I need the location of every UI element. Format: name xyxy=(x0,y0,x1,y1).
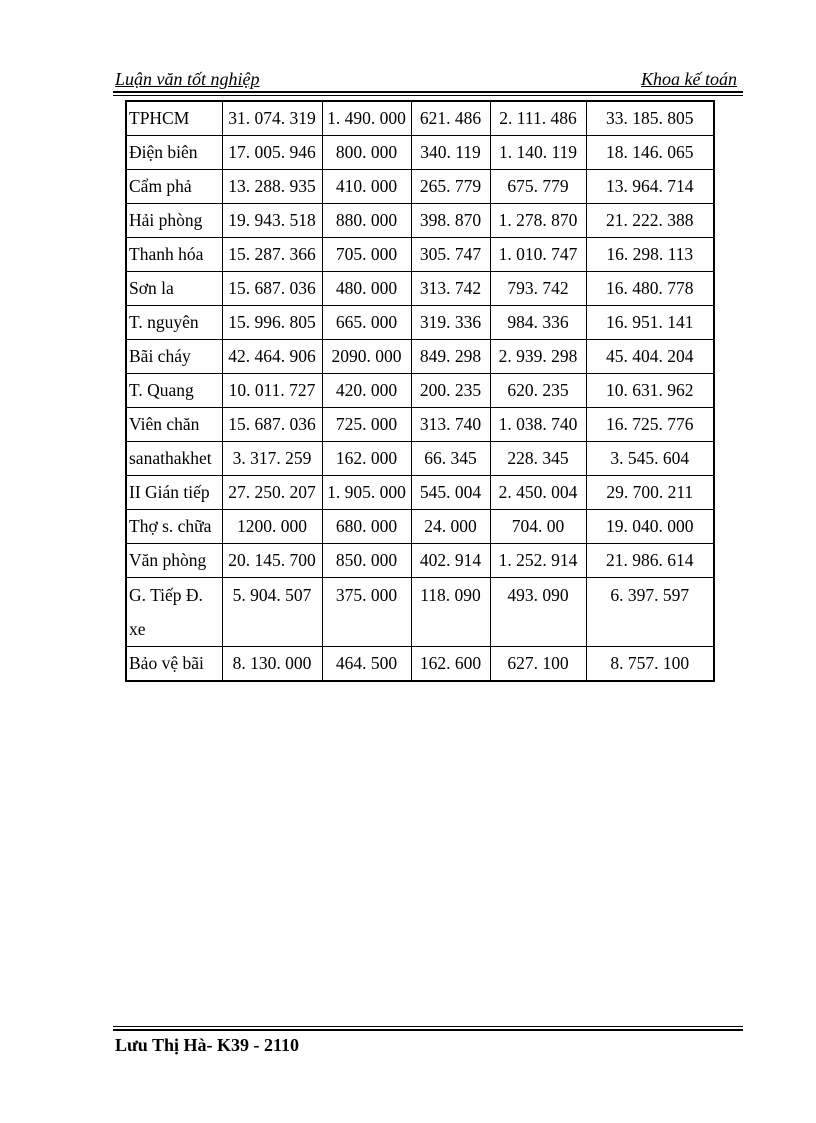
table-row xyxy=(126,340,714,374)
table-row xyxy=(126,647,714,682)
value-cell: 13. 288. 935 xyxy=(222,170,322,204)
row-label-cell: Cẩm phả xyxy=(126,170,222,204)
value-cell: 8. 757. 100 xyxy=(586,647,714,682)
row-label-cell: T. Quang xyxy=(126,374,222,408)
value-cell: 800. 000 xyxy=(322,136,411,170)
value-cell: 20. 145. 700 xyxy=(222,544,322,578)
value-cell: 1. 905. 000 xyxy=(322,476,411,510)
value-cell: 704. 00 xyxy=(490,510,586,544)
table-row xyxy=(126,306,714,340)
salary-table xyxy=(125,100,715,682)
row-label-cell: TPHCM xyxy=(126,101,222,136)
value-cell: 665. 000 xyxy=(322,306,411,340)
value-cell: 6. 397. 597 xyxy=(586,578,714,647)
value-cell: 16. 725. 776 xyxy=(586,408,714,442)
row-label-cell: Viên chăn xyxy=(126,408,222,442)
footer-author: Lưu Thị Hà- K39 - 2110 xyxy=(115,1035,300,1055)
value-cell: 340. 119 xyxy=(411,136,490,170)
value-cell: 725. 000 xyxy=(322,408,411,442)
value-cell: 162. 000 xyxy=(322,442,411,476)
header-thesis-label: Luận văn tốt nghiệp xyxy=(115,69,260,89)
value-cell: 1. 278. 870 xyxy=(490,204,586,238)
table-row xyxy=(126,442,714,476)
value-cell: 545. 004 xyxy=(411,476,490,510)
page-header xyxy=(113,68,743,90)
value-cell: 118. 090 xyxy=(411,578,490,647)
value-cell: 15. 687. 036 xyxy=(222,272,322,306)
value-cell: 16. 951. 141 xyxy=(586,306,714,340)
value-cell: 13. 964. 714 xyxy=(586,170,714,204)
value-cell: 2090. 000 xyxy=(322,340,411,374)
table-row xyxy=(126,238,714,272)
table-row xyxy=(126,101,714,136)
row-label-cell: sanathakhet xyxy=(126,442,222,476)
row-label-cell: T. nguyên xyxy=(126,306,222,340)
table-row xyxy=(126,510,714,544)
value-cell: 313. 740 xyxy=(411,408,490,442)
value-cell: 849. 298 xyxy=(411,340,490,374)
value-cell: 3. 545. 604 xyxy=(586,442,714,476)
value-cell: 16. 480. 778 xyxy=(586,272,714,306)
value-cell: 620. 235 xyxy=(490,374,586,408)
value-cell: 984. 336 xyxy=(490,306,586,340)
value-cell: 19. 040. 000 xyxy=(586,510,714,544)
value-cell: 493. 090 xyxy=(490,578,586,647)
header-rule xyxy=(113,91,743,93)
value-cell: 313. 742 xyxy=(411,272,490,306)
value-cell: 15. 996. 805 xyxy=(222,306,322,340)
table-row xyxy=(126,272,714,306)
value-cell: 319. 336 xyxy=(411,306,490,340)
value-cell: 1. 490. 000 xyxy=(322,101,411,136)
value-cell: 31. 074. 319 xyxy=(222,101,322,136)
table-row xyxy=(126,374,714,408)
value-cell: 162. 600 xyxy=(411,647,490,682)
row-label-cell: Thanh hóa xyxy=(126,238,222,272)
table-row xyxy=(126,578,714,647)
value-cell: 675. 779 xyxy=(490,170,586,204)
row-label-text: G. Tiếp Đ. xe xyxy=(129,585,203,639)
value-cell: 410. 000 xyxy=(322,170,411,204)
row-label-cell: II Gián tiếp xyxy=(126,476,222,510)
value-cell: 228. 345 xyxy=(490,442,586,476)
table-row xyxy=(126,544,714,578)
value-cell: 18. 146. 065 xyxy=(586,136,714,170)
value-cell: 398. 870 xyxy=(411,204,490,238)
value-cell: 24. 000 xyxy=(411,510,490,544)
row-label-cell: Thợ s. chữa xyxy=(126,510,222,544)
value-cell: 680. 000 xyxy=(322,510,411,544)
value-cell: 5. 904. 507 xyxy=(222,578,322,647)
value-cell: 3. 317. 259 xyxy=(222,442,322,476)
footer-rule-thin xyxy=(113,1026,743,1027)
value-cell: 305. 747 xyxy=(411,238,490,272)
row-label-cell: Bảo vệ bãi xyxy=(126,647,222,682)
value-cell: 880. 000 xyxy=(322,204,411,238)
value-cell: 2. 939. 298 xyxy=(490,340,586,374)
row-label-cell: Sơn la xyxy=(126,272,222,306)
value-cell: 200. 235 xyxy=(411,374,490,408)
value-cell: 21. 986. 614 xyxy=(586,544,714,578)
value-cell: 1200. 000 xyxy=(222,510,322,544)
value-cell: 1. 038. 740 xyxy=(490,408,586,442)
value-cell: 27. 250. 207 xyxy=(222,476,322,510)
row-label-cell: Văn phòng xyxy=(126,544,222,578)
value-cell: 420. 000 xyxy=(322,374,411,408)
value-cell: 1. 252. 914 xyxy=(490,544,586,578)
value-cell: 8. 130. 000 xyxy=(222,647,322,682)
row-label-cell: Điện biên xyxy=(126,136,222,170)
value-cell: 621. 486 xyxy=(411,101,490,136)
value-cell: 15. 287. 366 xyxy=(222,238,322,272)
table-row xyxy=(126,204,714,238)
value-cell: 402. 914 xyxy=(411,544,490,578)
value-cell: 16. 298. 113 xyxy=(586,238,714,272)
value-cell: 29. 700. 211 xyxy=(586,476,714,510)
header-faculty-label: Khoa kế toán xyxy=(641,69,737,89)
value-cell: 15. 687. 036 xyxy=(222,408,322,442)
row-label-cell xyxy=(126,578,222,647)
row-label-cell: Hải phòng xyxy=(126,204,222,238)
header-rule-thin xyxy=(113,95,743,96)
value-cell: 265. 779 xyxy=(411,170,490,204)
value-cell: 45. 404. 204 xyxy=(586,340,714,374)
value-cell: 705. 000 xyxy=(322,238,411,272)
table-row xyxy=(126,476,714,510)
value-cell: 10. 011. 727 xyxy=(222,374,322,408)
footer-rule xyxy=(113,1029,743,1031)
value-cell: 2. 111. 486 xyxy=(490,101,586,136)
value-cell: 10. 631. 962 xyxy=(586,374,714,408)
value-cell: 1. 140. 119 xyxy=(490,136,586,170)
value-cell: 33. 185. 805 xyxy=(586,101,714,136)
value-cell: 480. 000 xyxy=(322,272,411,306)
table-row xyxy=(126,408,714,442)
value-cell: 66. 345 xyxy=(411,442,490,476)
value-cell: 793. 742 xyxy=(490,272,586,306)
value-cell: 464. 500 xyxy=(322,647,411,682)
value-cell: 19. 943. 518 xyxy=(222,204,322,238)
row-label-cell: Bãi cháy xyxy=(126,340,222,374)
value-cell: 1. 010. 747 xyxy=(490,238,586,272)
table-row xyxy=(126,170,714,204)
value-cell: 42. 464. 906 xyxy=(222,340,322,374)
value-cell: 17. 005. 946 xyxy=(222,136,322,170)
value-cell: 21. 222. 388 xyxy=(586,204,714,238)
table-row xyxy=(126,136,714,170)
value-cell: 2. 450. 004 xyxy=(490,476,586,510)
value-cell: 850. 000 xyxy=(322,544,411,578)
value-cell: 627. 100 xyxy=(490,647,586,682)
value-cell: 375. 000 xyxy=(322,578,411,647)
